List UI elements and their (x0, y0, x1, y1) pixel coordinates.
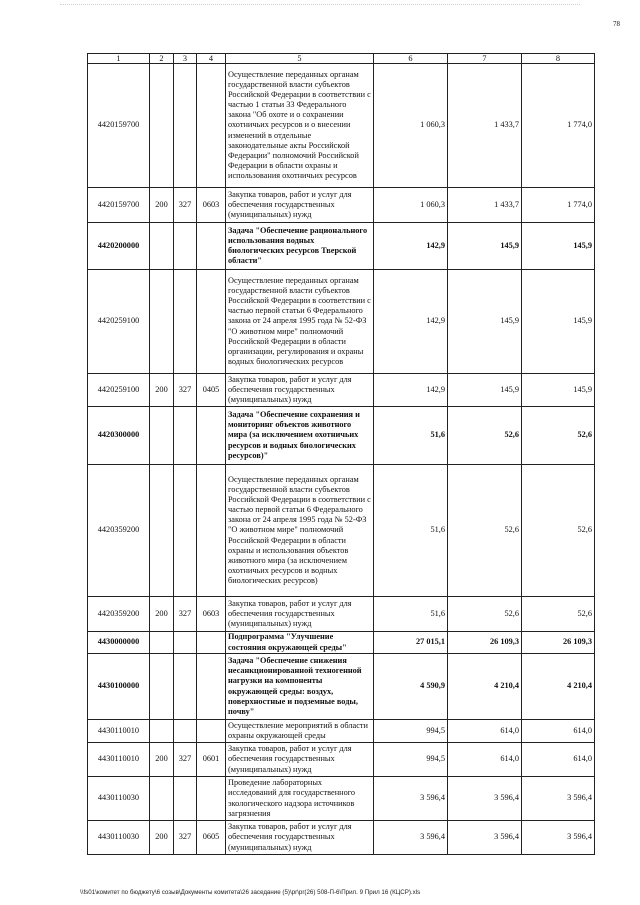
cell-name: Задача "Обеспечение снижения несанкционированной техногенной нагрузки на компоненты окружающей среды: воздух, поверхностные и подземные воды, почву" (226, 654, 374, 720)
cell-vr-code: 200 (150, 743, 174, 777)
cell-kcsr-code: 4420359200 (88, 465, 150, 597)
cell-name: Закупка товаров, работ и услуг для обеспечения государственных (муниципальных) нужд (226, 743, 374, 777)
table-row (88, 743, 595, 777)
cell-amount-year-1: 51,6 (374, 465, 448, 597)
cell-amount-year-2: 3 596,4 (448, 821, 522, 855)
cell-kcsr-code: 4430110010 (88, 720, 150, 743)
cell-name: Задача "Обеспечение сохранения и мониторинг объектов животного мира (за исключением охотничьих ресурсов и водных биологических ресурсов)" (226, 407, 374, 465)
cell-kcsr-code: 4420359200 (88, 597, 150, 632)
table-row (88, 720, 595, 743)
cell-name: Задача "Обеспечение рационального использования водных биологических ресурсов Тверской области" (226, 223, 374, 270)
cell-amount-year-3: 614,0 (522, 743, 595, 777)
cell-amount-year-1: 1 060,3 (374, 64, 448, 188)
table-row (88, 407, 595, 465)
cell-amount-year-1: 1 060,3 (374, 188, 448, 223)
header-col-2: 2 (150, 54, 174, 64)
budget-table (87, 53, 595, 855)
table-row (88, 223, 595, 270)
header-row (88, 54, 595, 64)
cell-vr-code (150, 64, 174, 188)
cell-rz-pr-code: 0405 (197, 374, 226, 407)
table-row (88, 188, 595, 223)
table-row (88, 374, 595, 407)
cell-vr-code (150, 777, 174, 821)
cell-rz-pr-code (197, 407, 226, 465)
cell-grbs-code (174, 223, 197, 270)
cell-kcsr-code: 4430100000 (88, 654, 150, 720)
cell-amount-year-3: 614,0 (522, 720, 595, 743)
header-col-7: 7 (448, 54, 522, 64)
cell-amount-year-1: 994,5 (374, 743, 448, 777)
cell-grbs-code (174, 270, 197, 374)
cell-vr-code: 200 (150, 188, 174, 223)
cell-rz-pr-code (197, 64, 226, 188)
cell-amount-year-3: 3 596,4 (522, 777, 595, 821)
cell-rz-pr-code (197, 777, 226, 821)
cell-rz-pr-code: 0601 (197, 743, 226, 777)
cell-kcsr-code: 4420159700 (88, 188, 150, 223)
cell-amount-year-3: 145,9 (522, 270, 595, 374)
cell-vr-code (150, 223, 174, 270)
table-row (88, 597, 595, 632)
cell-name: Закупка товаров, работ и услуг для обеспечения государственных (муниципальных) нужд (226, 188, 374, 223)
cell-amount-year-1: 142,9 (374, 270, 448, 374)
table-row (88, 465, 595, 597)
table-row (88, 654, 595, 720)
cell-amount-year-1: 142,9 (374, 223, 448, 270)
cell-grbs-code (174, 777, 197, 821)
cell-amount-year-2: 4 210,4 (448, 654, 522, 720)
cell-name: Осуществление переданных органам государственной власти субъектов Российской Федерации в соответствии с частью первой статьи 6 Федерального закона от 24 апреля 1995 года № 52-ФЗ "О животном мире" полномочий Российской Федерации в области охраны и использования объектов животного мира (за исключением охотничьих ресурсов и водных биологических ресурсов) (226, 465, 374, 597)
scan-artifact-line (60, 4, 580, 6)
cell-vr-code (150, 654, 174, 720)
cell-vr-code: 200 (150, 597, 174, 632)
table-row (88, 270, 595, 374)
page-number: 78 (613, 20, 620, 28)
cell-rz-pr-code (197, 720, 226, 743)
cell-grbs-code (174, 407, 197, 465)
header-col-6: 6 (374, 54, 448, 64)
footer-file-path: \\fs01\комитет по бюджету\6 созыв\Документы комитета\26 заседание (5)\pr\pr(26) 508-П-6\Прил. 9 Прил 16 (КЦСР).xls (80, 889, 421, 896)
cell-kcsr-code: 4420259100 (88, 374, 150, 407)
cell-vr-code (150, 632, 174, 654)
cell-amount-year-1: 51,6 (374, 407, 448, 465)
cell-amount-year-1: 27 015,1 (374, 632, 448, 654)
cell-grbs-code: 327 (174, 821, 197, 855)
cell-grbs-code (174, 632, 197, 654)
cell-name: Закупка товаров, работ и услуг для обеспечения государственных (муниципальных) нужд (226, 821, 374, 855)
cell-rz-pr-code (197, 654, 226, 720)
table-row (88, 821, 595, 855)
cell-vr-code: 200 (150, 821, 174, 855)
cell-kcsr-code: 4430110010 (88, 743, 150, 777)
header-col-1: 1 (88, 54, 150, 64)
table-row (88, 632, 595, 654)
cell-grbs-code: 327 (174, 188, 197, 223)
cell-name: Осуществление мероприятий в области охраны окружающей среды (226, 720, 374, 743)
cell-rz-pr-code: 0603 (197, 597, 226, 632)
cell-vr-code (150, 407, 174, 465)
cell-rz-pr-code: 0605 (197, 821, 226, 855)
cell-name: Подпрограмма "Улучшение состояния окружающей среды" (226, 632, 374, 654)
cell-rz-pr-code (197, 223, 226, 270)
cell-amount-year-3: 52,6 (522, 465, 595, 597)
cell-amount-year-2: 1 433,7 (448, 64, 522, 188)
header-col-4: 4 (197, 54, 226, 64)
cell-grbs-code (174, 720, 197, 743)
cell-amount-year-1: 3 596,4 (374, 777, 448, 821)
cell-amount-year-2: 145,9 (448, 374, 522, 407)
cell-amount-year-3: 145,9 (522, 374, 595, 407)
cell-name: Осуществление переданных органам государственной власти субъектов Российской Федерации в соответствии с частью 1 статьи 33 Федерального закона "Об охоте и о сохранении охотничьих ресурсов и о внесении изменений в отдельные законодательные акты Российской Федерации" полномочий Российской Федерации в области охраны и использования охотничьих ресурсов (226, 64, 374, 188)
table-row (88, 777, 595, 821)
cell-kcsr-code: 4420159700 (88, 64, 150, 188)
cell-amount-year-3: 52,6 (522, 597, 595, 632)
header-col-8: 8 (522, 54, 595, 64)
cell-kcsr-code: 4420300000 (88, 407, 150, 465)
header-col-3: 3 (174, 54, 197, 64)
cell-amount-year-1: 142,9 (374, 374, 448, 407)
cell-amount-year-3: 1 774,0 (522, 64, 595, 188)
cell-amount-year-2: 52,6 (448, 407, 522, 465)
cell-rz-pr-code (197, 632, 226, 654)
cell-grbs-code (174, 654, 197, 720)
cell-vr-code (150, 465, 174, 597)
cell-amount-year-2: 145,9 (448, 270, 522, 374)
cell-grbs-code: 327 (174, 743, 197, 777)
cell-amount-year-1: 51,6 (374, 597, 448, 632)
header-col-5: 5 (226, 54, 374, 64)
cell-amount-year-3: 52,6 (522, 407, 595, 465)
cell-amount-year-3: 3 596,4 (522, 821, 595, 855)
cell-amount-year-2: 26 109,3 (448, 632, 522, 654)
cell-kcsr-code: 4430110030 (88, 821, 150, 855)
cell-name: Закупка товаров, работ и услуг для обеспечения государственных (муниципальных) нужд (226, 374, 374, 407)
cell-rz-pr-code: 0603 (197, 188, 226, 223)
cell-grbs-code (174, 465, 197, 597)
cell-amount-year-3: 145,9 (522, 223, 595, 270)
cell-amount-year-2: 1 433,7 (448, 188, 522, 223)
cell-amount-year-1: 3 596,4 (374, 821, 448, 855)
cell-grbs-code: 327 (174, 374, 197, 407)
cell-amount-year-1: 4 590,9 (374, 654, 448, 720)
cell-rz-pr-code (197, 465, 226, 597)
cell-grbs-code (174, 64, 197, 188)
table-row (88, 64, 595, 188)
cell-amount-year-2: 52,6 (448, 597, 522, 632)
cell-amount-year-2: 52,6 (448, 465, 522, 597)
table-body (88, 64, 595, 855)
cell-name: Осуществление переданных органам государственной власти субъектов Российской Федерации в соответствии с частью первой статьи 6 Федерального закона от 24 апреля 1995 года № 52-ФЗ "О животном мире" полномочий Российской Федерации в области организации, регулирования и охраны водных биологических ресурсов (226, 270, 374, 374)
cell-amount-year-2: 145,9 (448, 223, 522, 270)
cell-amount-year-1: 994,5 (374, 720, 448, 743)
cell-vr-code: 200 (150, 374, 174, 407)
cell-name: Проведение лабораторных исследований для государственного экологического надзора источников загрязнения (226, 777, 374, 821)
cell-vr-code (150, 720, 174, 743)
cell-amount-year-2: 614,0 (448, 743, 522, 777)
cell-amount-year-3: 4 210,4 (522, 654, 595, 720)
cell-kcsr-code: 4420259100 (88, 270, 150, 374)
cell-amount-year-2: 3 596,4 (448, 777, 522, 821)
cell-amount-year-2: 614,0 (448, 720, 522, 743)
cell-rz-pr-code (197, 270, 226, 374)
cell-kcsr-code: 4430110030 (88, 777, 150, 821)
cell-vr-code (150, 270, 174, 374)
cell-amount-year-3: 26 109,3 (522, 632, 595, 654)
cell-grbs-code: 327 (174, 597, 197, 632)
cell-kcsr-code: 4420200000 (88, 223, 150, 270)
cell-amount-year-3: 1 774,0 (522, 188, 595, 223)
cell-name: Закупка товаров, работ и услуг для обеспечения государственных (муниципальных) нужд (226, 597, 374, 632)
cell-kcsr-code: 4430000000 (88, 632, 150, 654)
